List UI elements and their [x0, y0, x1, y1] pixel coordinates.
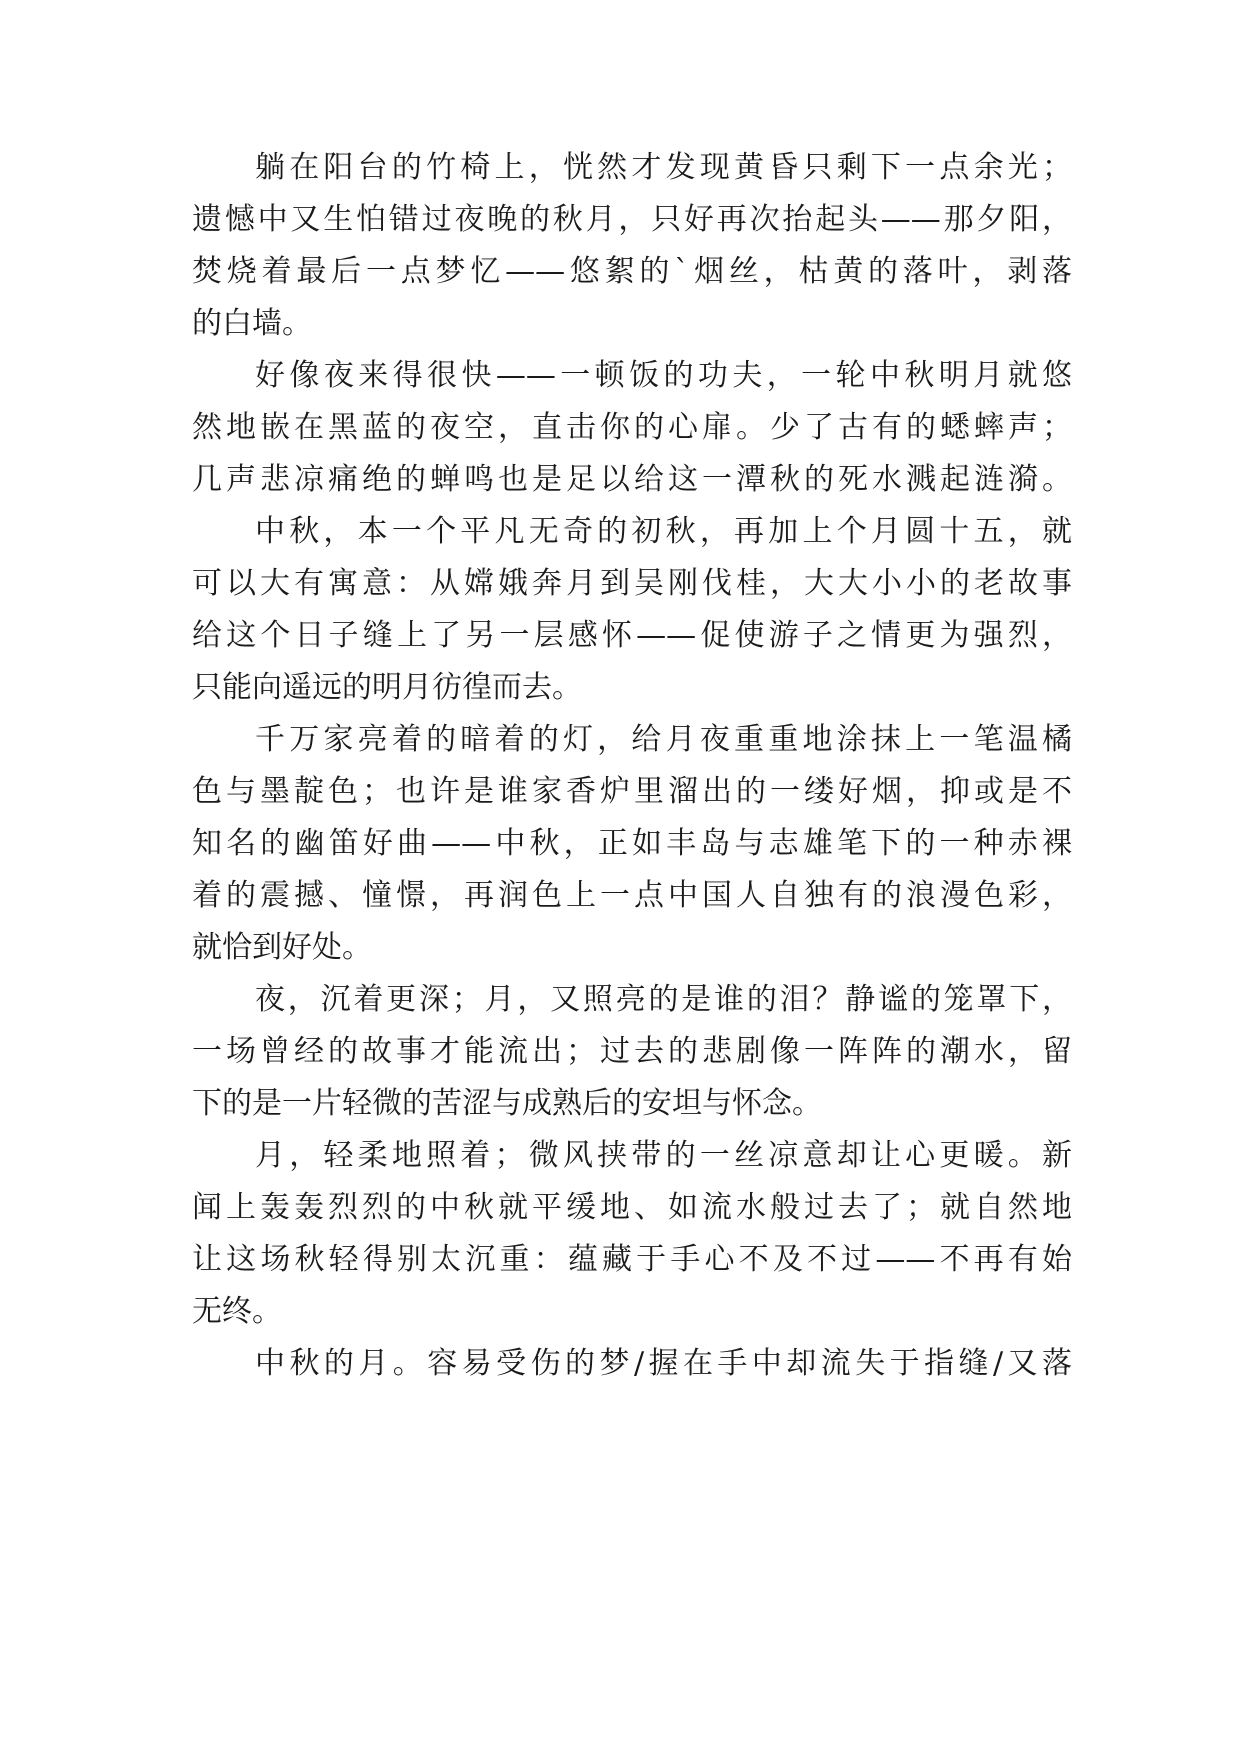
text-line: 色与墨靛色；也许是谁家香炉里溜出的一缕好烟，抑或是不 — [192, 774, 1072, 809]
text-line: 可以大有寓意：从嫦娥奔月到吴刚伐桂，大大小小的老故事 — [192, 566, 1072, 601]
text-line: 千万家亮着的暗着的灯，给月夜重重地涂抹上一笔温橘 — [255, 722, 1072, 757]
text-line: 躺在阳台的竹椅上，恍然才发现黄昏只剩下一点余光； — [255, 150, 1072, 185]
text-line: 遗憾中又生怕错过夜晚的秋月，只好再次抬起头——那夕阳， — [192, 202, 1072, 237]
text-line: 然地嵌在黑蓝的夜空，直击你的心扉。少了古有的蟋蟀声； — [192, 410, 1072, 445]
text-line: 的白墙。 — [192, 306, 312, 341]
text-line: 几声悲凉痛绝的蝉鸣也是足以给这一潭秋的死水溅起涟漪。 — [192, 462, 1072, 497]
text-line: 只能向遥远的明月彷徨而去。 — [192, 670, 582, 705]
text-line: 夜，沉着更深；月，又照亮的是谁的泪？静谧的笼罩下， — [255, 982, 1072, 1017]
text-line: 中秋的月。容易受伤的梦/握在手中却流失于指缝/又落 — [255, 1346, 1072, 1381]
text-line: 闻上轰轰烈烈的中秋就平缓地、如流水般过去了；就自然地 — [192, 1190, 1072, 1225]
text-line: 下的是一片轻微的苦涩与成熟后的安坦与怀念。 — [192, 1086, 822, 1121]
text-line: 一场曾经的故事才能流出；过去的悲剧像一阵阵的潮水，留 — [192, 1034, 1072, 1069]
text-line: 好像夜来得很快——一顿饭的功夫，一轮中秋明月就悠 — [255, 358, 1072, 393]
text-line: 中秋，本一个平凡无奇的初秋，再加上个月圆十五，就 — [255, 514, 1072, 549]
text-line: 焚烧着最后一点梦忆——悠絮的`烟丝，枯黄的落叶，剥落 — [192, 254, 1072, 289]
text-line: 无终。 — [192, 1294, 282, 1329]
text-line: 月，轻柔地照着；微风挟带的一丝凉意却让心更暖。新 — [255, 1138, 1072, 1173]
text-line: 着的震撼、憧憬，再润色上一点中国人自独有的浪漫色彩， — [192, 878, 1072, 913]
text-line: 让这场秋轻得别太沉重：蕴藏于手心不及不过——不再有始 — [192, 1242, 1072, 1277]
text-line: 就恰到好处。 — [192, 930, 372, 965]
text-line: 知名的幽笛好曲——中秋，正如丰岛与志雄笔下的一种赤裸 — [192, 826, 1072, 861]
text-line: 给这个日子缝上了另一层感怀——促使游子之情更为强烈， — [192, 618, 1072, 653]
